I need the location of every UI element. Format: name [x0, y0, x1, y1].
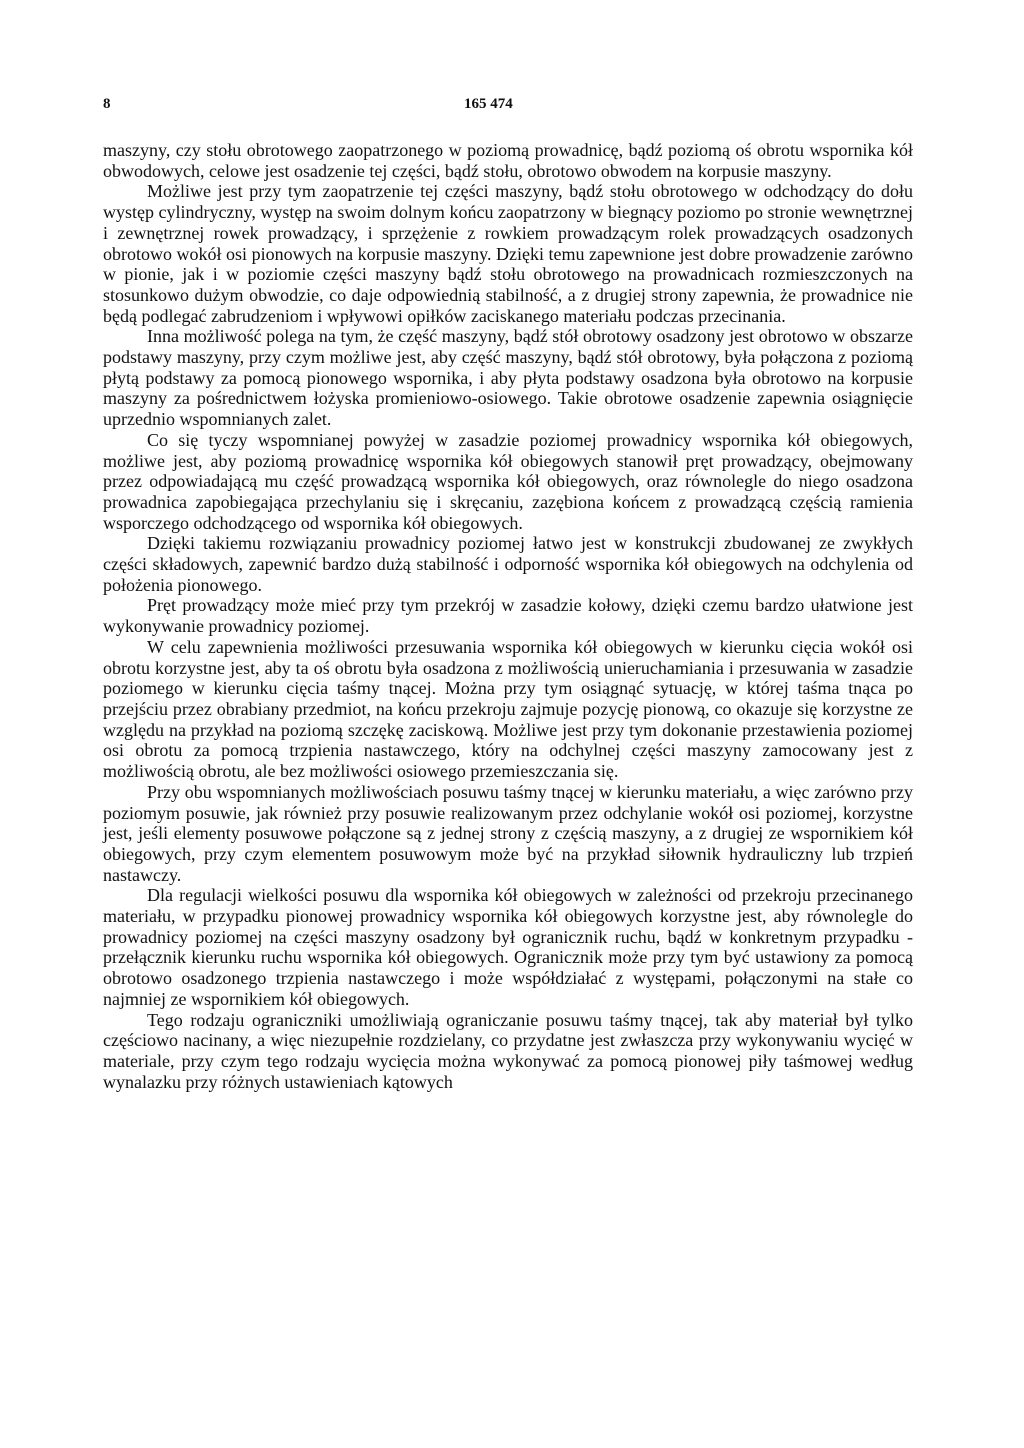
patent-number: 165 474	[464, 96, 513, 112]
paragraph: W celu zapewnienia możliwości przesuwania wspornika kół obiegowych w kierunku cięcia wokół osi obrotu korzystne jest, aby ta oś obrotu była osadzona z możliwością unieruchamiania i przesuwania w zasadzie poziomego w kierunku cięcia taśmy tnącej. Można przy tym osiągnąć sytuację, w której taśma tnąca po przejściu przez obrabiany przedmiot, na końcu przekroju zajmuje pozycję pionową, co okazuje się korzystne ze względu na przykład na poziomą szczękę zaciskową. Możliwe jest przy tym dokonanie przestawienia poziomej osi obrotu za pomocą trzpienia nastawczego, który na odchylnej części maszyny zamocowany jest z możliwością obrotu, ale bez możliwości osiowego przemieszczania się.	[103, 636, 913, 782]
page-number: 8	[103, 96, 111, 112]
paragraph: Dzięki takiemu rozwiązaniu prowadnicy poziomej łatwo jest w konstrukcji zbudowanej ze zwykłych części składowych, zapewnić bardzo dużą stabilność i odporność wspornika kół obiegowych na odchylenia od położenia pionowego.	[103, 533, 913, 595]
paragraph: Dla regulacji wielkości posuwu dla wspornika kół obiegowych w zależności od przekroju przecinanego materiału, w przypadku pionowej prowadnicy wspornika kół obiegowych korzystne jest, aby równolegle do prowadnicy poziomej na części maszyny osadzony był ogranicznik ruchu, bądź w konkretnym przypadku - przełącznik kierunku ruchu wspornika kół obiegowych. Ogranicznik może przy tym być ustawiony za pomocą obrotowo osadzonego trzpienia nastawczego i może współdziałać z występami, połączonymi na stałe co najmniej ze wspornikiem kół obiegowych.	[103, 885, 913, 1009]
paragraph: Możliwe jest przy tym zaopatrzenie tej części maszyny, bądź stołu obrotowego w odchodzący do dołu występ cylindryczny, występ na swoim dolnym końcu zaopatrzony w biegnący poziomo po stronie wewnętrznej i zewnętrznej rowek prowadzący, i sprzężenie z rowkiem prowadzącym rolek prowadzących osadzonych obrotowo wokół osi pionowych na korpusie maszyny. Dzięki temu zapewnione jest dobre prowadzenie zarówno w pionie, jak i w poziomie części maszyny bądź stołu obrotowego na prowadnicach rozmieszczonych na stosunkowo dużym obwodzie, co daje odpowiednią stabilność, a z drugiej strony zapewnia, że prowadnice nie będą podlegać zabrudzeniom i wpływowi opiłków zaciskanego materiału podczas przecinania.	[103, 181, 913, 326]
paragraph: Inna możliwość polega na tym, że część maszyny, bądź stół obrotowy osadzony jest obrotowo w obszarze podstawy maszyny, przy czym możliwe jest, aby część maszyny, bądź stół obrotowy, była połączona z poziomą płytą podstawy za pomocą pionowego wspornika, i aby płyta podstawy osadzona była obrotowo na korpusie maszyny za pośrednictwem łożyska promieniowo-osiowego. Takie obrotowe osadzenie zapewnia osiągnięcie uprzednio wspomnianych zalet.	[103, 326, 913, 430]
paragraph: Pręt prowadzący może mieć przy tym przekrój w zasadzie kołowy, dzięki czemu bardzo ułatwione jest wykonywanie prowadnicy poziomej.	[103, 595, 913, 637]
paragraph: Tego rodzaju ograniczniki umożliwiają ograniczanie posuwu taśmy tnącej, tak aby materiał był tylko częściowo nacinany, a więc niezupełnie rozdzielany, co przydatne jest zwłaszcza przy wykonywaniu wycięć w materiale, przy czym tego rodzaju wycięcia można wykonywać za pomocą pionowej piły taśmowej według wynalazku przy różnych ustawieniach kątowych	[103, 1009, 913, 1092]
paragraph: Przy obu wspomnianych możliwościach posuwu taśmy tnącej w kierunku materiału, a więc zarówno przy poziomym posuwie, jak również przy posuwie realizowanym przez odchylanie wokół osi poziomej, korzystne jest, jeśli elementy posuwowe połączone są z jednej strony z częścią maszyny, a z drugiej ze wspornikiem kół obiegowych, przy czym elementem posuwowym może być na przykład siłownik hydrauliczny lub trzpień nastawczy.	[103, 781, 913, 885]
document-body	[103, 140, 913, 1092]
page-header	[103, 96, 913, 120]
paragraph: Co się tyczy wspomnianej powyżej w zasadzie poziomej prowadnicy wspornika kół obiegowych, możliwe jest, aby poziomą prowadnicę wspornika kół obiegowych stanowił pręt prowadzący, obejmowany przez odpowiadającą mu część prowadzącą wspornika kół obiegowych, oraz równolegle do niego osadzona prowadnica zapobiegająca przechylaniu się i skręcaniu, zazębiona końcem z prowadzącą częścią ramienia wsporczego odchodzącego od wspornika kół obiegowych.	[103, 429, 913, 533]
paragraph: maszyny, czy stołu obrotowego zaopatrzonego w poziomą prowadnicę, bądź poziomą oś obrotu wspornika kół obwodowych, celowe jest osadzenie tej części, bądź stołu, obrotowo obwodem na korpusie maszyny.	[103, 140, 913, 181]
